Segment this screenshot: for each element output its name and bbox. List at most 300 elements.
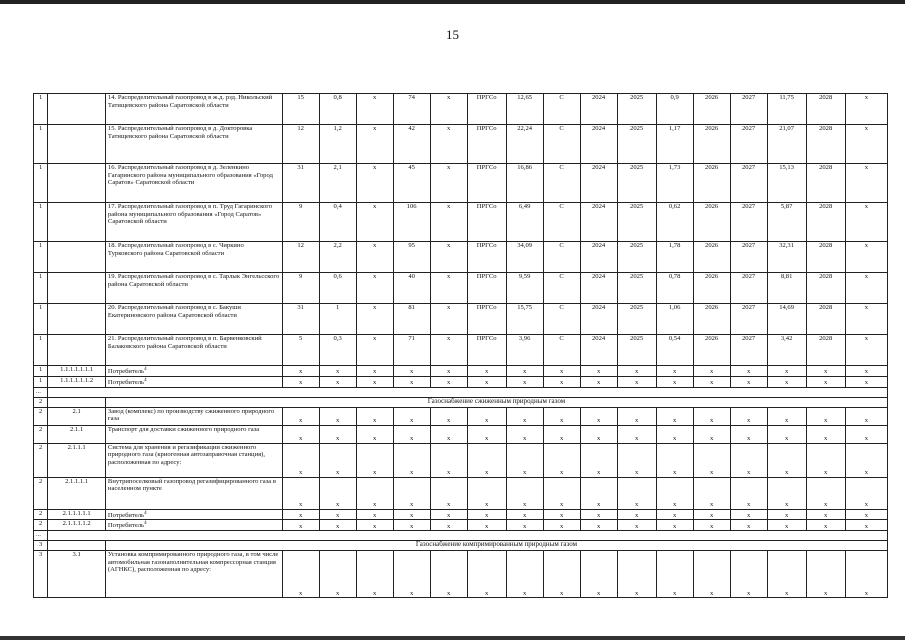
table-row [34, 407, 888, 425]
value-cell: 21,07 [767, 125, 806, 164]
value-cell: x [767, 551, 806, 598]
top-border [0, 0, 905, 4]
value-cell: x [845, 242, 887, 273]
object-name-cell [105, 376, 282, 387]
group-number-cell: 1 [34, 164, 48, 203]
value-cell: 2027 [730, 125, 767, 164]
item-number-cell [48, 125, 106, 164]
value-cell: x [506, 366, 543, 377]
value-cell: x [356, 443, 393, 477]
object-name: 20. Распределительный газопровод в с. Бакуши Екатериновского района Саратовской области [107, 304, 241, 319]
value-cell: 2024 [580, 304, 617, 335]
value-cell: 2027 [730, 164, 767, 203]
object-name: Потребитель [107, 522, 145, 530]
value-cell: 2,2 [319, 242, 356, 273]
value-cell: x [430, 551, 467, 598]
group-number-cell: 1 [34, 125, 48, 164]
value-cell: 0,9 [656, 94, 693, 125]
value-cell: x [767, 443, 806, 477]
value-cell: x [506, 477, 543, 509]
value-cell: 74 [393, 94, 430, 125]
value-cell: 0,3 [319, 335, 356, 366]
value-cell: x [467, 477, 506, 509]
footnote-mark: 4 [144, 377, 147, 383]
value-cell: x [693, 366, 730, 377]
value-cell: x [356, 203, 393, 242]
value-cell: 2028 [806, 273, 845, 304]
value-cell: x [806, 509, 845, 520]
value-cell: 2027 [730, 242, 767, 273]
value-cell: x [506, 443, 543, 477]
value-cell: x [430, 125, 467, 164]
value-cell: x [693, 407, 730, 425]
table-row [34, 520, 888, 531]
value-cell: 2024 [580, 94, 617, 125]
table-row [34, 203, 888, 242]
table-row [34, 551, 888, 598]
value-cell: 2026 [693, 94, 730, 125]
object-name: 15. Распределительный газопровод в д. Докторовка Татищевского района Саратовской области [107, 125, 253, 140]
value-cell: x [356, 94, 393, 125]
value-cell: x [467, 443, 506, 477]
value-cell: 0,6 [319, 273, 356, 304]
group-number-cell: 3 [34, 541, 48, 551]
section-title: Газоснабжение сжиженным природным газом [105, 397, 887, 407]
value-cell: 2026 [693, 164, 730, 203]
value-cell: x [430, 366, 467, 377]
value-cell: x [617, 509, 656, 520]
group-number-cell: 1 [34, 366, 48, 377]
value-cell: 2024 [580, 125, 617, 164]
value-cell: 5 [282, 335, 319, 366]
item-number-cell [48, 273, 106, 304]
value-cell: 1,2 [319, 125, 356, 164]
value-cell: x [319, 551, 356, 598]
object-name: Установка компримированного природного газа, в том числе автомобильная газонаполнительная компрессорная станция (АГНКС), расположенная по адресу: [107, 551, 279, 574]
value-cell: x [617, 366, 656, 377]
value-cell: ПРГСо [467, 273, 506, 304]
value-cell: x [845, 477, 887, 509]
value-cell: 34,09 [506, 242, 543, 273]
value-cell: x [467, 520, 506, 531]
value-cell: x [356, 520, 393, 531]
value-cell: x [319, 477, 356, 509]
value-cell: x [430, 443, 467, 477]
value-cell: 40 [393, 273, 430, 304]
group-number-cell: 1 [34, 335, 48, 366]
value-cell: x [845, 164, 887, 203]
value-cell: 81 [393, 304, 430, 335]
object-name-cell [105, 509, 282, 520]
object-name: 14. Распределительный газопровод в ж.д. рзд. Никольский Татищевского района Саратовской области [107, 94, 273, 109]
value-cell: 71 [393, 335, 430, 366]
value-cell: x [845, 509, 887, 520]
value-cell: 2024 [580, 242, 617, 273]
value-cell: x [806, 477, 845, 509]
value-cell: x [845, 425, 887, 443]
value-cell: 2028 [806, 203, 845, 242]
value-cell: 0,78 [656, 273, 693, 304]
value-cell: С [543, 304, 580, 335]
value-cell: x [356, 407, 393, 425]
value-cell: x [319, 509, 356, 520]
value-cell: ПРГСо [467, 203, 506, 242]
value-cell: x [430, 304, 467, 335]
value-cell: 1,78 [656, 242, 693, 273]
value-cell: x [806, 443, 845, 477]
value-cell: x [580, 551, 617, 598]
value-cell: x [767, 509, 806, 520]
value-cell: 2028 [806, 125, 845, 164]
value-cell: x [543, 443, 580, 477]
value-cell: 2025 [617, 203, 656, 242]
value-cell: ПРГСо [467, 335, 506, 366]
object-name: Потребитель [107, 378, 145, 386]
value-cell: С [543, 125, 580, 164]
value-cell: 1,17 [656, 125, 693, 164]
item-number-cell: 1.1.1.1.1.1.2 [48, 376, 106, 387]
value-cell: 1,73 [656, 164, 693, 203]
value-cell: x [319, 443, 356, 477]
value-cell: 2025 [617, 304, 656, 335]
value-cell: 2026 [693, 242, 730, 273]
value-cell: x [806, 551, 845, 598]
object-name-cell [105, 203, 282, 242]
value-cell: 0,54 [656, 335, 693, 366]
item-number-cell [48, 242, 106, 273]
value-cell: x [356, 551, 393, 598]
value-cell: x [430, 94, 467, 125]
value-cell: x [693, 551, 730, 598]
empty-cell [48, 387, 888, 397]
table-row [34, 304, 888, 335]
value-cell: x [282, 425, 319, 443]
value-cell: x [430, 203, 467, 242]
value-cell: x [430, 273, 467, 304]
value-cell: 12 [282, 125, 319, 164]
value-cell: x [430, 477, 467, 509]
value-cell: x [767, 407, 806, 425]
value-cell: x [393, 366, 430, 377]
value-cell: 2025 [617, 242, 656, 273]
value-cell: x [845, 407, 887, 425]
value-cell: x [506, 520, 543, 531]
group-number-cell: 2 [34, 397, 48, 407]
value-cell: x [356, 335, 393, 366]
value-cell: С [543, 164, 580, 203]
value-cell: x [282, 520, 319, 531]
value-cell: 2028 [806, 304, 845, 335]
table-row [34, 541, 888, 551]
value-cell: 9 [282, 203, 319, 242]
table-row [34, 366, 888, 377]
value-cell: x [282, 443, 319, 477]
value-cell: 2024 [580, 335, 617, 366]
value-cell: x [543, 425, 580, 443]
value-cell: x [617, 443, 656, 477]
value-cell: x [845, 94, 887, 125]
value-cell: x [467, 407, 506, 425]
table-row [34, 443, 888, 477]
object-name-cell [105, 94, 282, 125]
value-cell: x [845, 443, 887, 477]
value-cell: x [282, 407, 319, 425]
value-cell: 2027 [730, 94, 767, 125]
value-cell: x [356, 304, 393, 335]
value-cell: ПРГСо [467, 164, 506, 203]
group-number-cell: 1 [34, 242, 48, 273]
item-number-cell [48, 304, 106, 335]
value-cell: 2028 [806, 335, 845, 366]
value-cell: x [656, 407, 693, 425]
value-cell: x [730, 551, 767, 598]
value-cell: x [845, 520, 887, 531]
object-name: 19. Распределительный газопровод в с. Тарлык Энгельсского района Саратовской области [107, 273, 280, 288]
value-cell: x [543, 376, 580, 387]
value-cell: 2026 [693, 273, 730, 304]
value-cell: x [693, 477, 730, 509]
value-cell: x [806, 520, 845, 531]
value-cell: 32,31 [767, 242, 806, 273]
value-cell: x [767, 477, 806, 509]
value-cell: x [730, 520, 767, 531]
value-cell: 1,06 [656, 304, 693, 335]
value-cell: x [356, 273, 393, 304]
value-cell: 2,1 [319, 164, 356, 203]
value-cell: x [656, 551, 693, 598]
object-name-cell [105, 125, 282, 164]
group-number-cell: 2 [34, 509, 48, 520]
value-cell: 2024 [580, 203, 617, 242]
value-cell: x [845, 304, 887, 335]
value-cell: x [580, 520, 617, 531]
value-cell: x [543, 407, 580, 425]
value-cell: x [506, 425, 543, 443]
value-cell: x [767, 376, 806, 387]
value-cell: x [806, 425, 845, 443]
value-cell: x [282, 376, 319, 387]
object-name: Потребитель [107, 511, 145, 519]
group-number-cell: 1 [34, 203, 48, 242]
object-name-cell [105, 520, 282, 531]
value-cell: x [693, 509, 730, 520]
item-number-cell: 2.1.1.1.1.1 [48, 509, 106, 520]
table-row [34, 477, 888, 509]
ellipsis-cell: ... [34, 387, 48, 397]
value-cell: x [319, 425, 356, 443]
footnote-mark: 4 [144, 521, 147, 527]
value-cell: 22,24 [506, 125, 543, 164]
value-cell: x [356, 509, 393, 520]
value-cell: x [580, 407, 617, 425]
value-cell: x [543, 477, 580, 509]
value-cell: 2026 [693, 203, 730, 242]
value-cell: x [617, 477, 656, 509]
value-cell: x [845, 366, 887, 377]
value-cell: 2025 [617, 125, 656, 164]
value-cell: x [580, 477, 617, 509]
value-cell: x [356, 366, 393, 377]
value-cell: 3,96 [506, 335, 543, 366]
value-cell: x [319, 520, 356, 531]
value-cell: 2026 [693, 125, 730, 164]
value-cell: 9 [282, 273, 319, 304]
value-cell: x [393, 509, 430, 520]
value-cell: x [356, 376, 393, 387]
value-cell: 2028 [806, 242, 845, 273]
value-cell: x [319, 376, 356, 387]
value-cell: x [393, 551, 430, 598]
value-cell: 45 [393, 164, 430, 203]
value-cell: 2026 [693, 304, 730, 335]
value-cell: x [767, 366, 806, 377]
value-cell: 31 [282, 164, 319, 203]
value-cell: x [617, 376, 656, 387]
value-cell: 2027 [730, 273, 767, 304]
value-cell: x [845, 125, 887, 164]
value-cell: x [580, 376, 617, 387]
empty-cell [48, 397, 106, 407]
value-cell: x [656, 509, 693, 520]
value-cell: x [356, 164, 393, 203]
value-cell: x [730, 376, 767, 387]
value-cell: x [617, 551, 656, 598]
value-cell: x [767, 425, 806, 443]
value-cell: x [393, 443, 430, 477]
value-cell: ПРГСо [467, 94, 506, 125]
value-cell: x [467, 551, 506, 598]
value-cell: x [356, 242, 393, 273]
value-cell: x [730, 443, 767, 477]
value-cell: ПРГСо [467, 304, 506, 335]
value-cell: x [506, 551, 543, 598]
item-number-cell [48, 164, 106, 203]
value-cell: x [467, 376, 506, 387]
value-cell: x [656, 443, 693, 477]
object-name: Потребитель [107, 368, 145, 376]
value-cell: 2027 [730, 304, 767, 335]
value-cell: 2025 [617, 273, 656, 304]
value-cell: x [580, 509, 617, 520]
value-cell: 2025 [617, 164, 656, 203]
value-cell: x [467, 509, 506, 520]
group-number-cell: 2 [34, 425, 48, 443]
value-cell: 42 [393, 125, 430, 164]
value-cell: x [730, 366, 767, 377]
item-number-cell: 2.1.1 [48, 425, 106, 443]
value-cell: 2025 [617, 94, 656, 125]
group-number-cell: 2 [34, 477, 48, 509]
value-cell: 31 [282, 304, 319, 335]
value-cell: x [393, 376, 430, 387]
value-cell: x [845, 376, 887, 387]
group-number-cell: 1 [34, 273, 48, 304]
value-cell: 0,62 [656, 203, 693, 242]
object-name-cell [105, 407, 282, 425]
value-cell: x [430, 509, 467, 520]
value-cell: x [356, 125, 393, 164]
value-cell: x [393, 407, 430, 425]
value-cell: x [656, 366, 693, 377]
value-cell: x [467, 425, 506, 443]
object-name-cell [105, 443, 282, 477]
value-cell: x [393, 520, 430, 531]
object-name-cell [105, 477, 282, 509]
value-cell: С [543, 203, 580, 242]
value-cell: 2024 [580, 164, 617, 203]
item-number-cell [48, 335, 106, 366]
value-cell: x [730, 509, 767, 520]
group-number-cell: 1 [34, 376, 48, 387]
value-cell: x [506, 509, 543, 520]
value-cell: x [282, 509, 319, 520]
object-name-cell [105, 164, 282, 203]
value-cell: x [693, 425, 730, 443]
table-row [34, 531, 888, 541]
value-cell: 2028 [806, 164, 845, 203]
value-cell: x [730, 477, 767, 509]
object-name: 21. Распределительный газопровод в п. Барвенковский Балаковского района Саратовской области [107, 335, 262, 350]
value-cell: 5,87 [767, 203, 806, 242]
value-cell: x [806, 376, 845, 387]
value-cell: x [430, 376, 467, 387]
object-name: 16. Распределительный газопровод в д. Зеленкино Гагаринского района муниципального образования «Город Саратов» Саратовской области [107, 164, 273, 187]
value-cell: x [767, 520, 806, 531]
value-cell: x [617, 425, 656, 443]
group-number-cell: 2 [34, 443, 48, 477]
value-cell: 2025 [617, 335, 656, 366]
object-name-cell [105, 366, 282, 377]
table-row [34, 242, 888, 273]
value-cell: x [656, 376, 693, 387]
ellipsis-cell: ... [34, 531, 48, 541]
value-cell: x [845, 273, 887, 304]
value-cell: 0,4 [319, 203, 356, 242]
value-cell: С [543, 335, 580, 366]
value-cell: ПРГСо [467, 242, 506, 273]
item-number-cell [48, 94, 106, 125]
value-cell: x [393, 477, 430, 509]
value-cell: ПРГСо [467, 125, 506, 164]
value-cell: x [580, 443, 617, 477]
table-row [34, 425, 888, 443]
item-number-cell: 2.1 [48, 407, 106, 425]
value-cell: x [693, 443, 730, 477]
object-name: Система для хранения и регазификации сжиженного природного газа (криогенная автозаправочная станция), расположенная по адресу: [107, 443, 265, 466]
object-name: Завод (комплекс) по производству сжиженного природного газа [107, 407, 275, 423]
value-cell: x [356, 477, 393, 509]
footnote-mark: 4 [144, 367, 147, 372]
value-cell: x [543, 509, 580, 520]
value-cell: 11,75 [767, 94, 806, 125]
value-cell: С [543, 273, 580, 304]
table-row [34, 509, 888, 520]
value-cell: x [467, 366, 506, 377]
value-cell: x [319, 407, 356, 425]
value-cell: 12,65 [506, 94, 543, 125]
object-name-cell [105, 425, 282, 443]
value-cell: 106 [393, 203, 430, 242]
value-cell: x [656, 425, 693, 443]
value-cell: x [282, 366, 319, 377]
value-cell: 95 [393, 242, 430, 273]
value-cell: 14,69 [767, 304, 806, 335]
value-cell: x [356, 425, 393, 443]
value-cell: x [430, 407, 467, 425]
value-cell: x [282, 477, 319, 509]
value-cell: 12 [282, 242, 319, 273]
object-name-cell [105, 551, 282, 598]
